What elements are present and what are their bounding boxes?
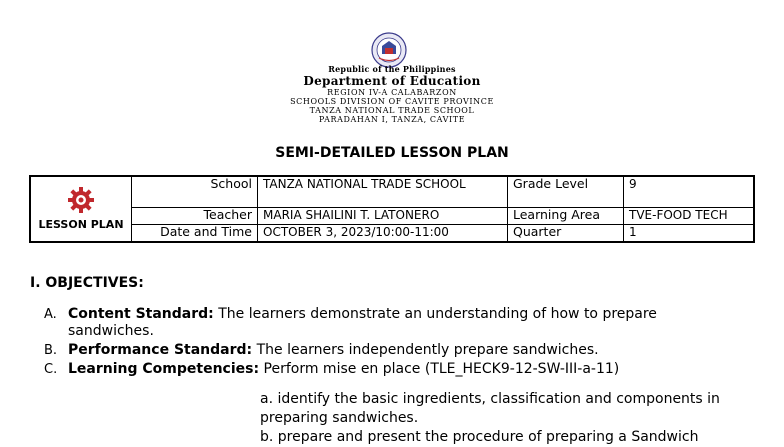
competency-sub-list: [260, 390, 760, 447]
quarter-value: 1: [624, 225, 755, 243]
objective-label: Learning Competencies:: [68, 361, 260, 377]
learning-area-value: TVE-FOOD TECH: [624, 208, 755, 225]
objectives-list: [44, 306, 744, 378]
objective-item: [44, 306, 744, 340]
teacher-label: Teacher: [132, 208, 258, 225]
objective-text: The learners independently prepare sandwiches.: [252, 342, 599, 358]
letterhead-region: REGION IV-A CALABARZON: [327, 88, 457, 97]
school-value: TANZA NATIONAL TRADE SCHOOL: [258, 176, 508, 208]
letterhead-address: PARADAHAN I, TANZA, CAVITE: [318, 115, 466, 124]
teacher-value: MARIA SHAILINI T. LATONERO: [258, 208, 508, 225]
competency-sub-item: a. identify the basic ingredients, classification and components in preparing sandwiches.: [260, 391, 720, 426]
objective-label: Performance Standard:: [68, 342, 253, 358]
objective-text: The learners demonstrate an understanding of how to prepare sandwiches.: [68, 306, 657, 339]
letterhead-school: TANZA NATIONAL TRADE SCHOOL: [309, 106, 475, 115]
lesson-info-table: [29, 175, 755, 243]
letterhead-department: Department of Education: [303, 74, 481, 88]
objectives-heading: I. OBJECTIVES:: [30, 275, 144, 291]
objective-text: Perform mise en place (TLE_HECK9-12-SW-III-a-11): [259, 361, 620, 377]
competency-sub-item: b. prepare and present the procedure of preparing a Sandwich: [260, 429, 699, 445]
objective-label: Content Standard:: [68, 306, 214, 322]
school-label: School: [132, 176, 258, 208]
page-title: SEMI-DETAILED LESSON PLAN: [275, 145, 509, 161]
date-time-label: Date and Time: [132, 225, 258, 243]
lesson-plan-label: LESSON PLAN: [38, 218, 124, 231]
deped-seal-icon: [364, 32, 414, 68]
grade-level-label: Grade Level: [508, 176, 624, 208]
lesson-plan-logo-cell: [30, 176, 132, 242]
letterhead-division: SCHOOLS DIVISION OF CAVITE PROVINCE: [290, 97, 494, 106]
objective-marker: C.: [44, 362, 58, 377]
objective-marker: B.: [44, 343, 58, 358]
date-time-value: OCTOBER 3, 2023/10:00-11:00: [258, 225, 508, 243]
objective-item: [44, 361, 744, 378]
objective-item: [44, 342, 744, 359]
grade-level-value: 9: [624, 176, 755, 208]
quarter-label: Quarter: [508, 225, 624, 243]
objective-marker: A.: [44, 307, 57, 322]
gear-logo-icon: [68, 187, 94, 213]
learning-area-label: Learning Area: [508, 208, 624, 225]
letterhead-republic: Republic of the Philippines: [328, 64, 456, 74]
